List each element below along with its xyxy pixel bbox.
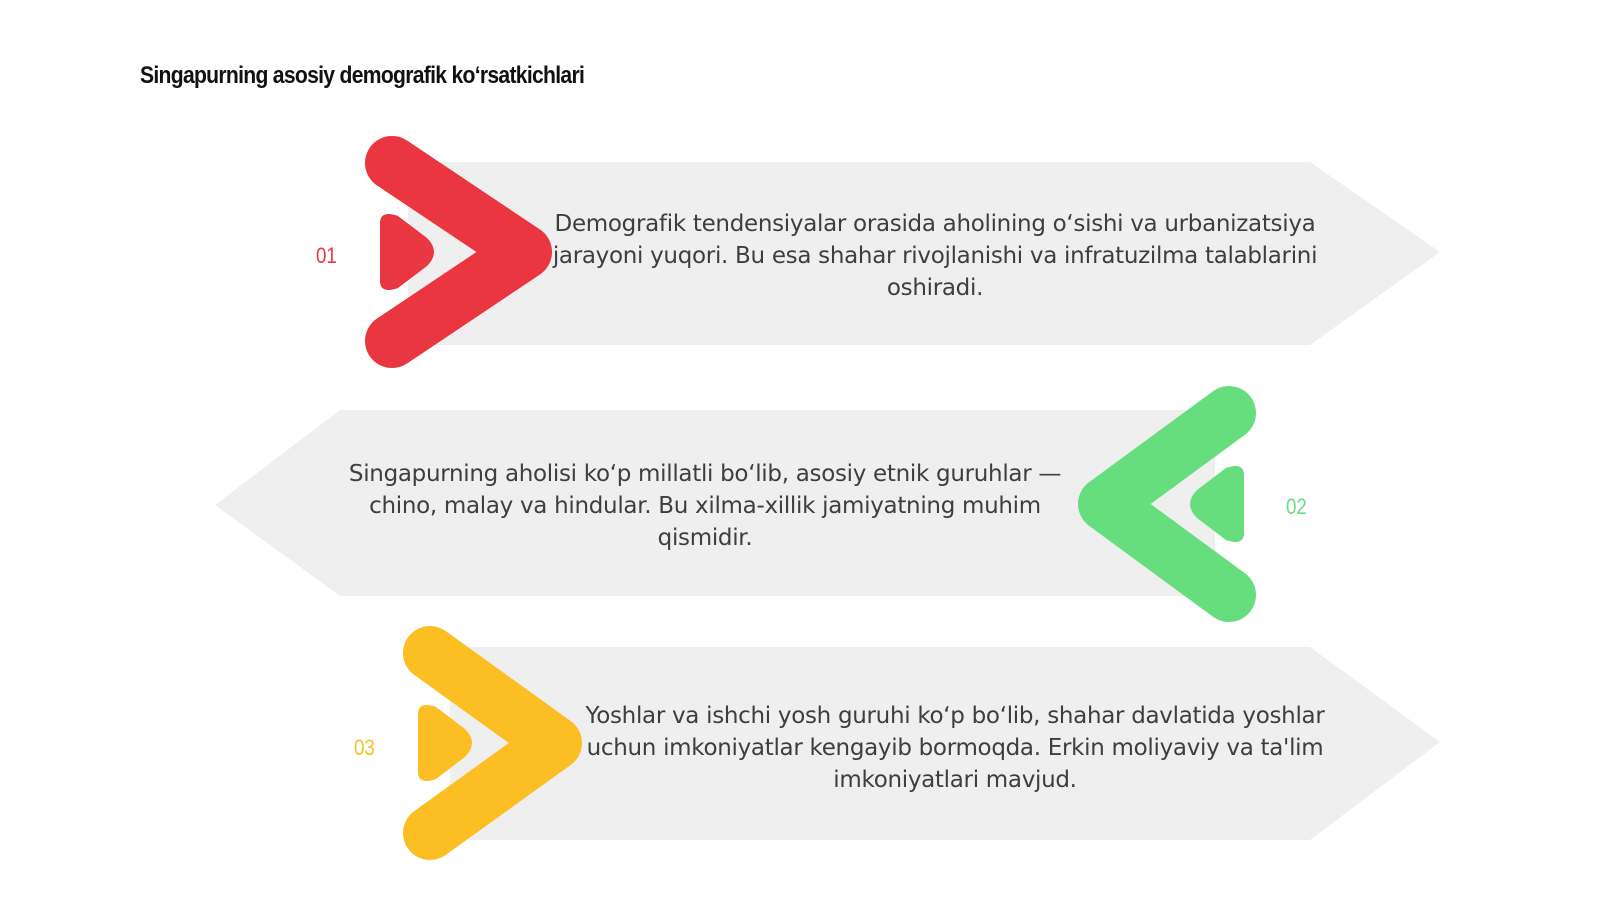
page-title: Singapurning asosiy demografik ko‘rsatkichlari — [140, 62, 585, 89]
step-3-number: 03 — [354, 735, 375, 760]
step-2-number: 02 — [1286, 494, 1307, 519]
step-2-text: Singapurning aholisi ko‘p millatli bo‘lib, asosiy etnik guruhlar — chino, malay va hindular. Bu xilma-xillik jamiyatning muhim qismidir. — [348, 461, 1062, 551]
step-3-text: Yoshlar va ishchi yosh guruhi ko‘p bo‘lib, shahar davlatida yoshlar uchun imkoniyatlar kengayib bormoqda. Erkin moliyaviy va ta'lim imkoniyatlari mavjud. — [585, 703, 1325, 793]
step-1-text: Demografik tendensiyalar orasida aholining o‘sishi va urbanizatsiya jarayoni yuqori. Bu esa shahar rivojlanishi va infratuzilma talablarini oshiradi. — [552, 211, 1318, 301]
step-1-number: 01 — [316, 243, 337, 268]
